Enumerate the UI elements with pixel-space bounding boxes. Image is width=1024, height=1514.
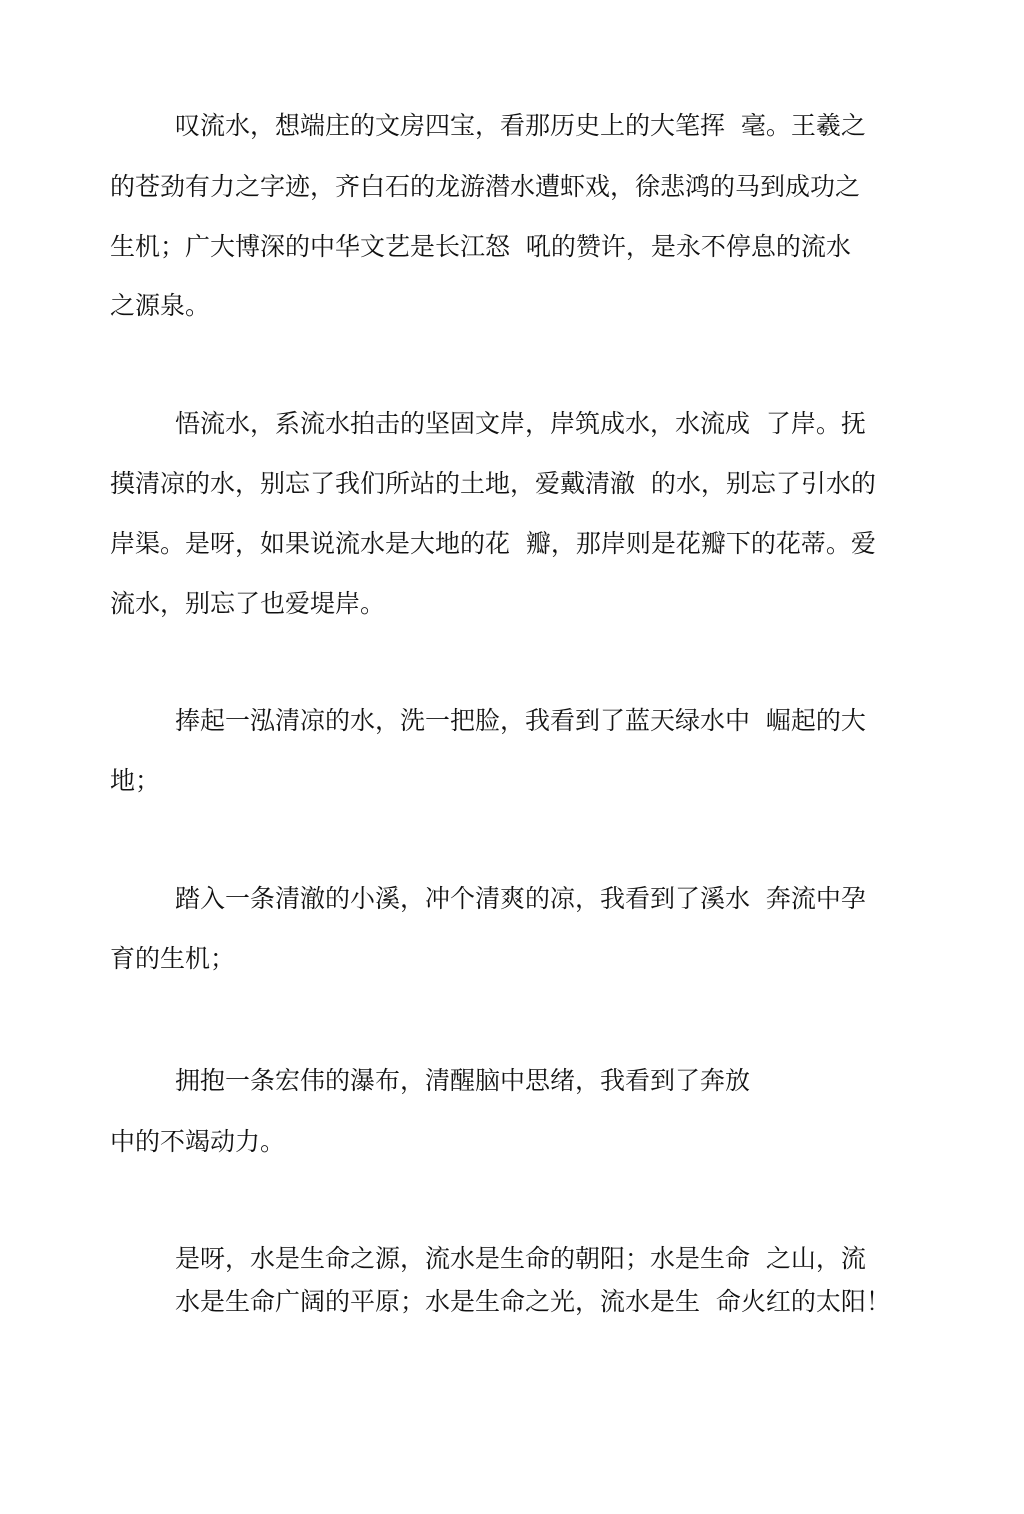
paragraph-4-line-1: 踏入一条清澈的小溪，冲个清爽的凉，我看到了溪水 奔流中孕: [175, 884, 866, 913]
paragraph-2-line-4: 流水，别忘了也爱堤岸。: [110, 589, 386, 618]
paragraph-2-line-1: 悟流水，系流水拍击的坚固文岸，岸筑成水，水流成 了岸。抚: [175, 409, 866, 438]
paragraph-3-line-2: 地；: [110, 766, 161, 795]
paragraph-6-line-2: 水是生命广阔的平原；水是生命之光，流水是生 命火红的太阳！: [175, 1287, 891, 1316]
paragraph-1-line-1: 叹流水，想端庄的文房四宝，看那历史上的大笔挥 毫。王羲之: [175, 111, 866, 140]
paragraph-1-line-4: 之源泉。: [110, 291, 211, 320]
paragraph-1-line-2: 的苍劲有力之字迹，齐白石的龙游潜水遭虾戏，徐悲鸿的马到成功之: [110, 172, 861, 201]
paragraph-5-line-1: 拥抱一条宏伟的瀑布，清醒脑中思绪，我看到了奔放: [175, 1066, 751, 1095]
paragraph-3-line-1: 捧起一泓清凉的水，洗一把脸，我看到了蓝天绿水中 崛起的大: [175, 706, 866, 735]
paragraph-1-line-3: 生机；广大博深的中华文艺是长江怒 吼的赞许，是永不停息的流水: [110, 232, 851, 261]
paragraph-6-line-1: 是呀，水是生命之源，流水是生命的朝阳；水是生命 之山，流: [175, 1244, 866, 1273]
paragraph-2-line-2: 摸清凉的水，别忘了我们所站的土地，爱戴清澈 的水，别忘了引水的: [110, 469, 876, 498]
paragraph-5-line-2: 中的不竭动力。: [110, 1127, 286, 1156]
paragraph-4-line-2: 育的生机；: [110, 944, 236, 973]
paragraph-2-line-3: 岸渠。是呀，如果说流水是大地的花 瓣，那岸则是花瓣下的花蒂。爱: [110, 529, 876, 558]
